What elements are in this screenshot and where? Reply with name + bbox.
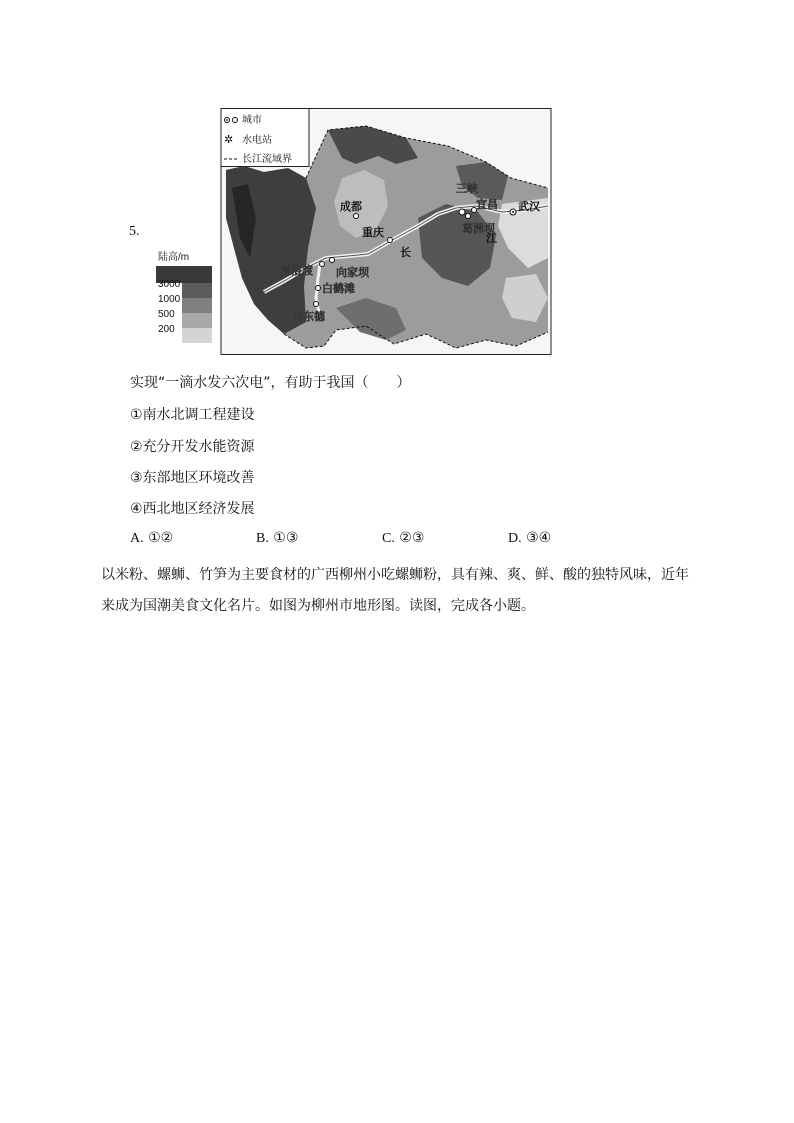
yangtze-basin-map-figure: [156, 108, 552, 356]
elevation-label-3000: 3000: [158, 279, 181, 290]
elevation-swatch-4: [182, 313, 212, 328]
map-svg: [156, 108, 552, 356]
label-gezhouba: 葛洲坝: [462, 222, 495, 235]
legend-city: 城市: [242, 115, 262, 126]
hydro-station-icon: ✲: [224, 133, 234, 146]
statement-4: ④西北地区经济发展: [130, 501, 255, 517]
hydro-marker-xiangjiaba: [330, 258, 335, 263]
city-marker-chongqing: [388, 238, 393, 243]
reading-passage: 以米粉、螺蛳、竹笋为主要食材的广西柳州小吃螺蛳粉，具有辣、爽、鲜、酸的独特风味，近年来成为国潮美食文化名片。如图为柳州市地形图。读图，完成各小题。: [101, 567, 689, 614]
question-stem: 实现“一滴水发六次电”，有助于我国（ ）: [130, 375, 411, 391]
label-wuhan: 武汉: [518, 200, 540, 213]
choice-c[interactable]: C. ②③: [382, 530, 425, 546]
elevation-scale-title: 陆高/m: [158, 252, 190, 263]
elevation-label-1000: 1000: [158, 294, 181, 305]
answer-choices: [130, 530, 590, 550]
river-label-chang: 长: [400, 246, 411, 259]
label-chongqing: 重庆: [362, 226, 384, 239]
hydro-marker-baihetan: [316, 286, 321, 291]
label-yichang: 宜昌: [476, 198, 498, 211]
hydro-marker-wudongde: [314, 302, 319, 307]
river-label-jiang: 江: [486, 232, 497, 245]
label-baihetan: 白鹤滩: [322, 282, 355, 295]
question-number: 5.: [129, 224, 140, 239]
label-sanxia: 三峡: [456, 182, 478, 195]
city-marker-chengdu: [354, 214, 359, 219]
elevation-swatch-3: [182, 298, 212, 313]
elevation-label-200: 200: [158, 324, 175, 335]
choice-a[interactable]: A. ①②: [130, 530, 174, 546]
label-xiluodu: 溪洛渡: [280, 264, 313, 277]
hydro-marker-gezhouba: [466, 214, 471, 219]
legend-hydro-station: 水电站: [242, 135, 272, 146]
legend-basin-boundary: 长江流域界: [242, 154, 292, 165]
label-wudongde: 乌东德: [292, 310, 325, 323]
statement-1: ①南水北调工程建设: [130, 407, 255, 423]
statement-2: ②充分开发水能资源: [130, 439, 255, 455]
elevation-label-500: 500: [158, 309, 175, 320]
label-xiangjiaba: 向家坝: [336, 266, 369, 279]
elevation-swatch-2: [182, 283, 212, 298]
statement-3: ③东部地区环境改善: [130, 470, 255, 486]
label-chengdu: 成都: [340, 200, 362, 213]
hydro-marker-xiluodu: [320, 262, 325, 267]
choice-d[interactable]: D. ③④: [508, 530, 552, 546]
elevation-swatch-5: [182, 328, 212, 343]
choice-b[interactable]: B. ①③: [256, 530, 299, 546]
hydro-marker-sanxia: [459, 209, 465, 215]
